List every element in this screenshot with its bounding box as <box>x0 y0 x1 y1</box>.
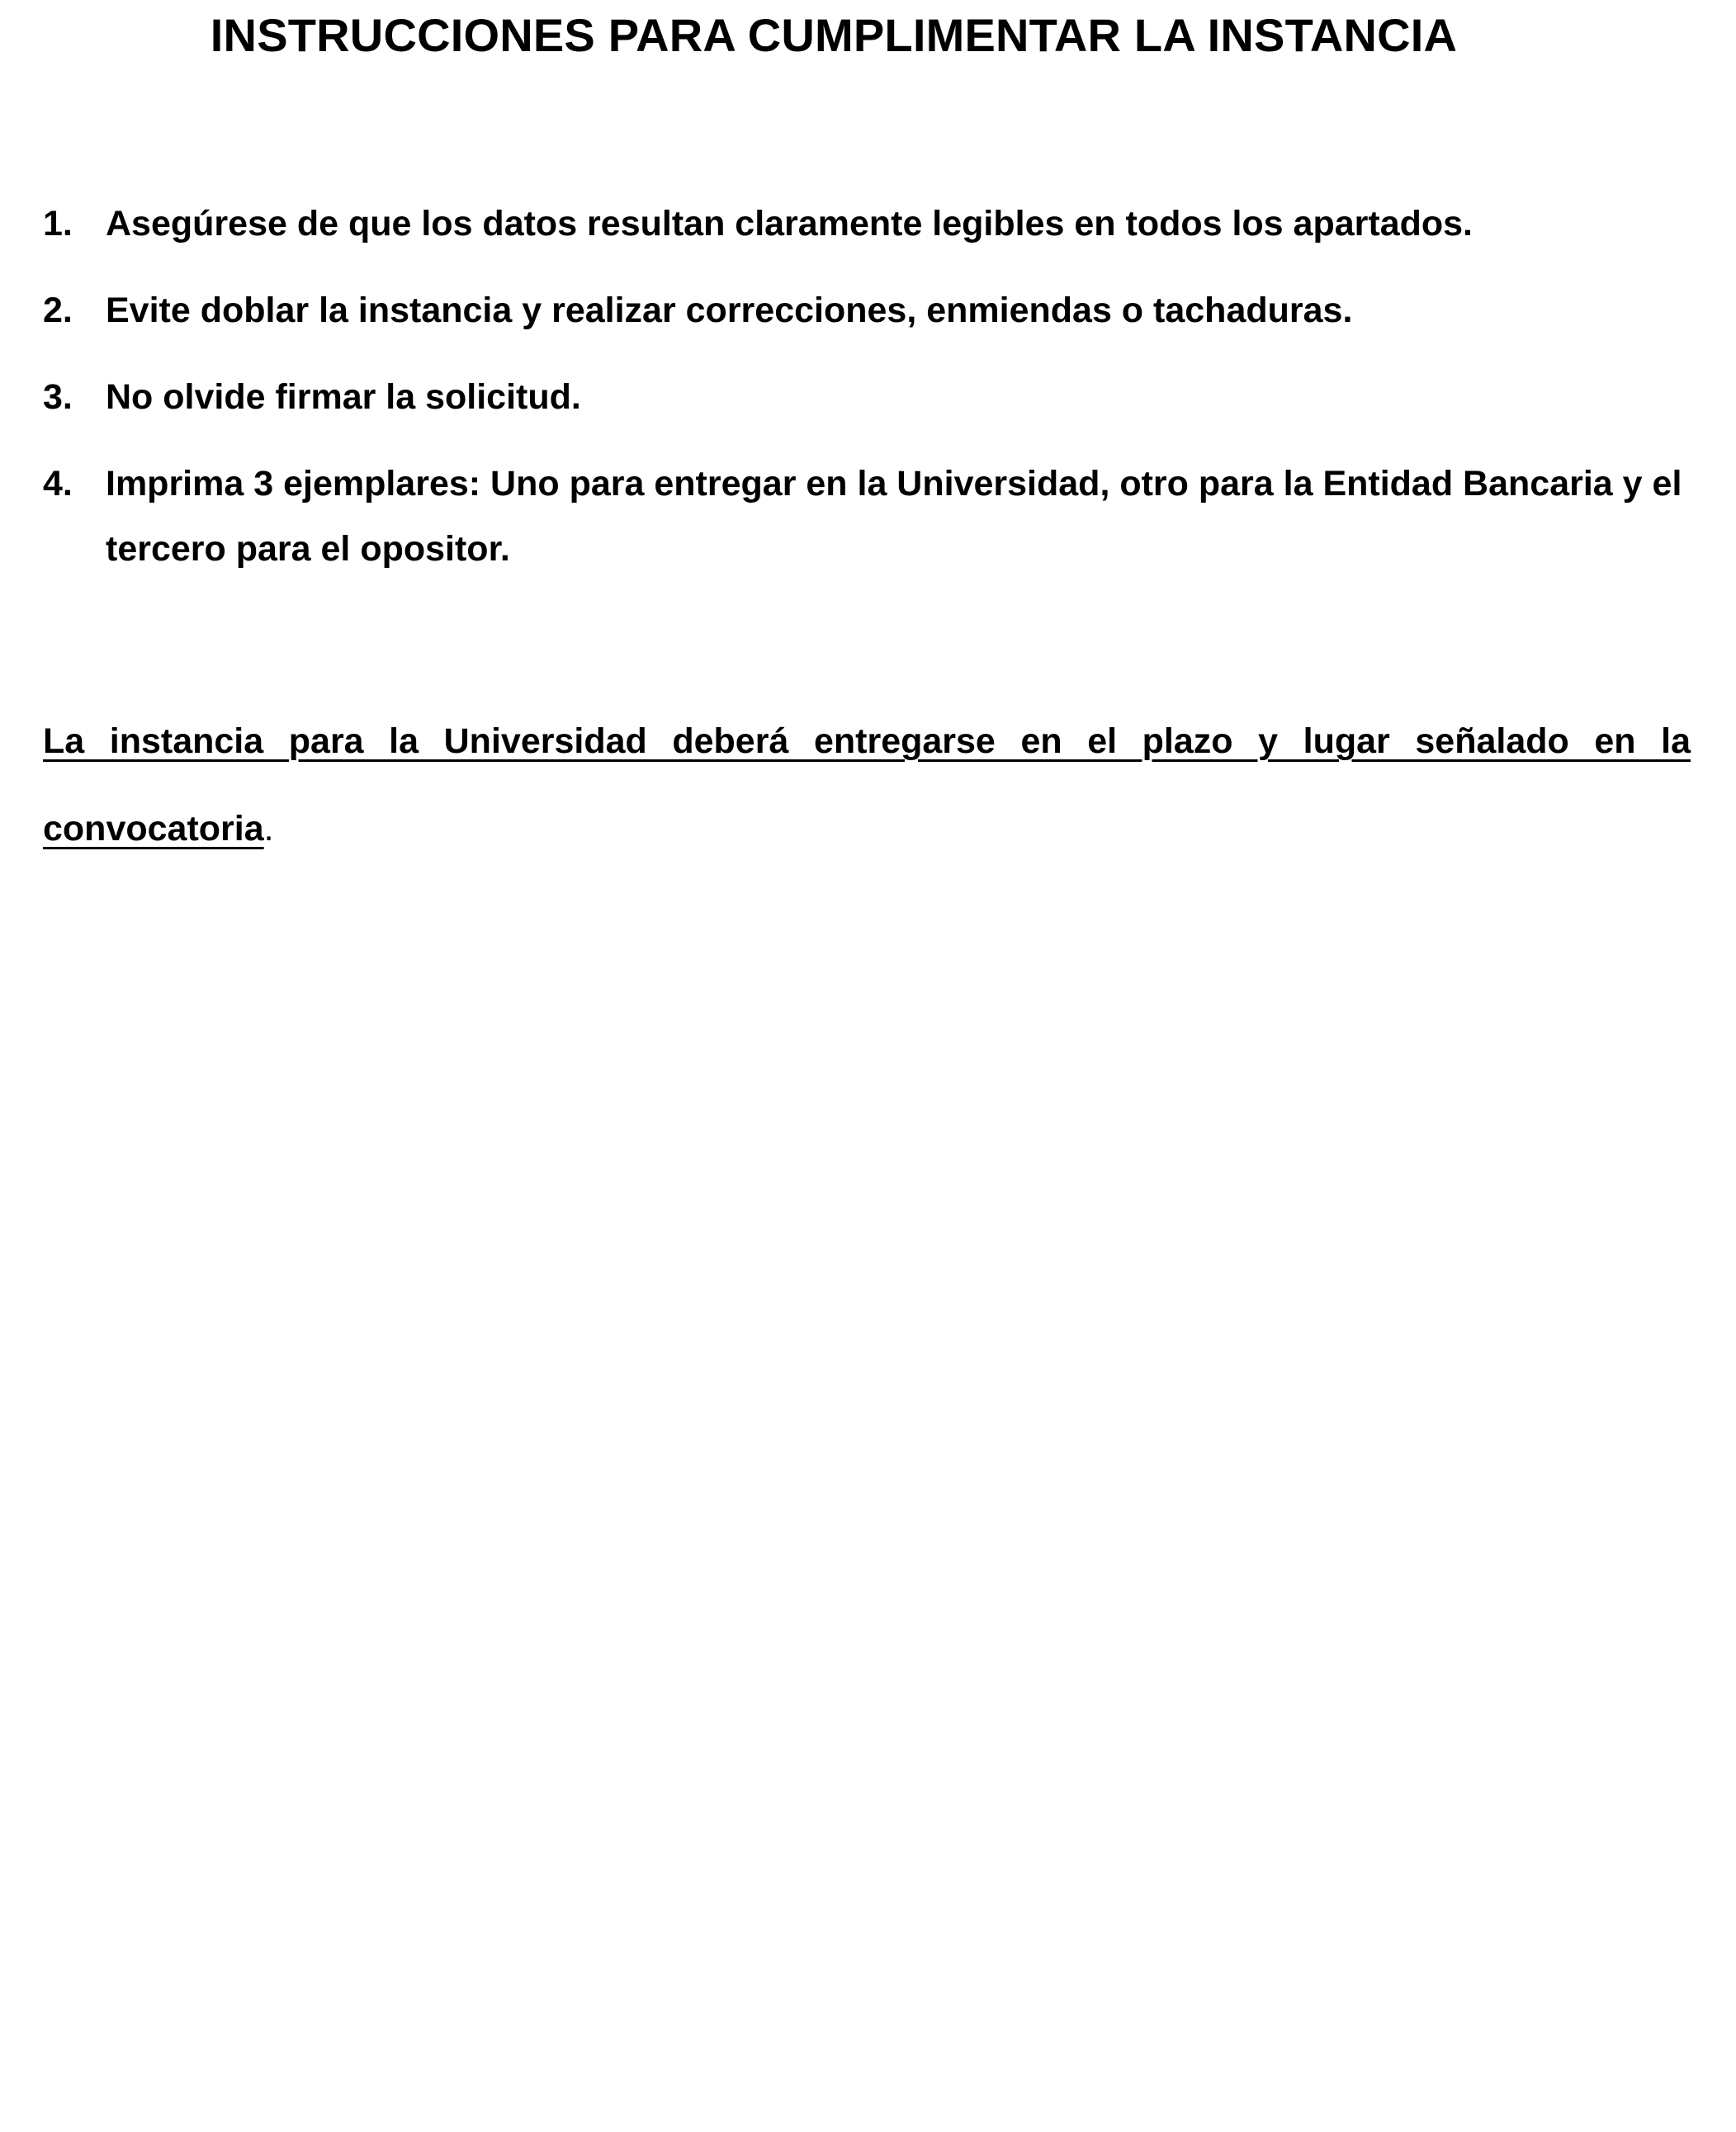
list-item <box>43 365 1694 430</box>
list-item-number: 4. <box>43 464 73 503</box>
list-item <box>43 191 1694 257</box>
list-item <box>43 451 1694 582</box>
delivery-note <box>43 697 1691 872</box>
list-item <box>43 278 1694 343</box>
list-item-text: Imprima 3 ejemplares: Uno para entregar en la Universidad, otro para la Entidad Bancaria y el tercero para el opositor. <box>106 464 1682 569</box>
instructions-list <box>43 191 1694 603</box>
list-item-text: Evite doblar la instancia y realizar correcciones, enmiendas o tachaduras. <box>106 291 1353 330</box>
page-title: INSTRUCCIONES PARA CUMPLIMENTAR LA INSTANCIA <box>210 9 1458 61</box>
list-item-text: No olvide firmar la solicitud. <box>106 377 581 417</box>
list-item-number: 2. <box>43 291 73 330</box>
delivery-note-text: La instancia para la Universidad deberá entregarse en el plazo y lugar señalado en la convocatoria <box>43 721 1691 849</box>
list-item-number: 3. <box>43 377 73 417</box>
list-item-text: Asegúrese de que los datos resultan claramente legibles en todos los apartados. <box>106 204 1473 243</box>
delivery-note-period: . <box>263 809 274 849</box>
list-item-number: 1. <box>43 204 73 243</box>
